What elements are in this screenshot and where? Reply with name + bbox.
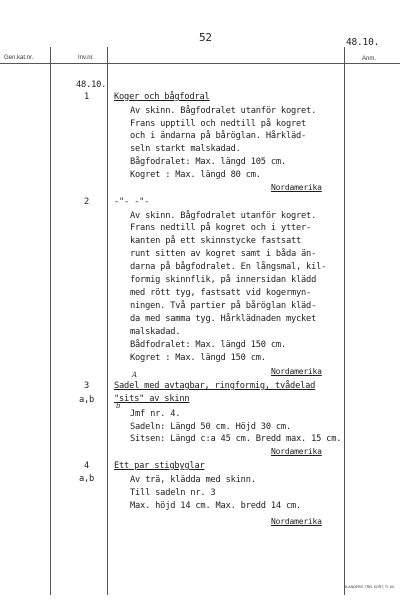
entry-3-inv-sub: a,b <box>79 395 95 405</box>
entry-2-title: -"- -"- <box>114 197 150 207</box>
entry-3-number: 3 <box>84 381 90 391</box>
pen-mark-b: b <box>116 402 121 410</box>
entry-2-line: formig skinnflik, på innersidan klädd <box>130 275 317 285</box>
entry-2-line: darna på bågfodralet. En långsmal, kil- <box>130 262 327 272</box>
header-anm: Anm. <box>362 56 377 62</box>
column-rule-anm <box>344 47 345 595</box>
entry-4-origin: Nordamerika <box>271 517 322 526</box>
entry-4-title: Ett par stigbyglar <box>114 461 205 471</box>
entry-1-number: 1 <box>84 92 90 102</box>
entry-1-line: seln starkt malskadad. <box>130 144 241 154</box>
entry-2-line: da med samma tyg. Hårklädnaden mycket <box>130 314 317 324</box>
column-rule-gen-kat <box>50 47 51 595</box>
date-reference: 48.10. <box>346 37 380 48</box>
header-inv-nr: Inv.nr. <box>78 55 94 61</box>
entry-2-line: Av skinn. Bågfodralet utanför kogret. <box>130 211 317 221</box>
group-number: 48.10. <box>76 80 107 90</box>
entry-3-origin: Nordamerika <box>271 447 322 456</box>
entry-4-line: Till sadeln nr. 3 <box>130 488 216 498</box>
entry-1-origin: Nordamerika <box>271 183 322 192</box>
entry-2-line: kanten på ett skinnstycke fastsatt <box>130 236 302 246</box>
printer-mark: SLANDERS. TRB. KORT, TI. 60. <box>344 585 395 589</box>
header-rule <box>0 63 400 64</box>
entry-3-line: Jmf nr. 4. <box>130 409 181 419</box>
entry-2-line: ningen. Två partier på båröglan kläd- <box>130 301 317 311</box>
entry-2-number: 2 <box>84 197 90 207</box>
entry-2-line: Kogret : Max. längd 150 cm. <box>130 353 266 363</box>
entry-2-origin: Nordamerika <box>271 367 322 376</box>
entry-1-line: Av skinn. Bågfodralet utanför kogret. <box>130 106 317 116</box>
entry-4-line: Max. höjd 14 cm. Max. bredd 14 cm. <box>130 501 302 511</box>
pen-mark-a: A <box>132 371 138 379</box>
entry-4-line: Av trä, klädda med skinn. <box>130 475 256 485</box>
entry-1-line: och i ändarna på båröglan. Hårkläd- <box>130 131 307 141</box>
entry-2-line: Frans nedtill på kogret och i ytter- <box>130 223 312 233</box>
page-number: 52 <box>199 31 212 44</box>
entry-3-title-line-2: "sits" av skinn <box>114 394 190 404</box>
entry-3-title-line-1: Sadel med avtagbar, ringformig, tvådelad <box>114 381 316 391</box>
entry-2-line: med rött tyg, fastsatt vid kogermyn- <box>130 288 312 298</box>
entry-2-line: runt sitten av kogret samt i båda än- <box>130 249 317 259</box>
entry-4-inv-sub: a,b <box>79 474 95 484</box>
entry-3-line: Sitsen: Längd c:a 45 cm. Bredd max. 15 cm. <box>130 434 342 444</box>
column-rule-inv-nr <box>107 47 108 595</box>
entry-2-line: malskadad. <box>130 327 181 337</box>
header-gen-kat-nr: Gen.kat.nr. <box>4 55 34 61</box>
entry-4-number: 4 <box>84 461 90 471</box>
entry-1-line: Bågfodralet: Max. längd 105 cm. <box>130 157 286 167</box>
entry-1-line: Frans upptill och nedtill på kogret <box>130 119 307 129</box>
entry-3-line: Sadeln: Längd 50 cm. Höjd 30 cm. <box>130 422 291 432</box>
entry-2-line: Bådfodralet: Max. längd 150 cm. <box>130 340 286 350</box>
entry-1-title: Koger och bågfodral <box>114 92 210 102</box>
entry-1-line: Kogret : Max. längd 80 cm. <box>130 170 261 180</box>
